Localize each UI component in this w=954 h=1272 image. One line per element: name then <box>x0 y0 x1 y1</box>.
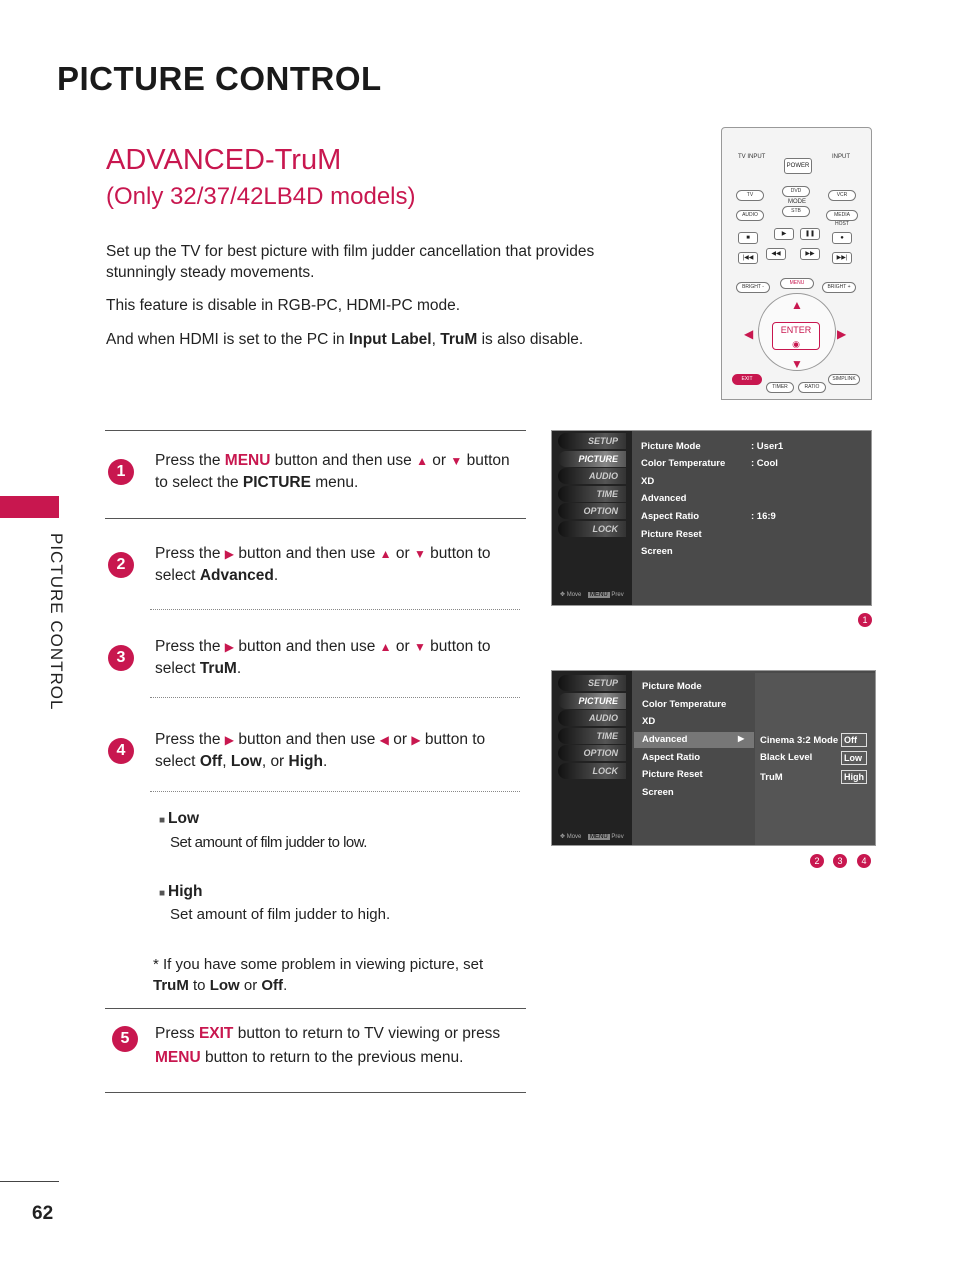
skip-forward-button[interactable]: ▶▶| <box>832 252 852 264</box>
text: button to return to the previous menu. <box>200 1049 464 1066</box>
low-term: Low <box>230 753 262 770</box>
osd2-value-box-cinema-mode: Off <box>841 733 867 747</box>
up-arrow-icon: ▲ <box>379 640 392 654</box>
text: button and then use <box>270 452 417 469</box>
ratio-button[interactable]: RATIO <box>798 382 826 393</box>
text: menu. <box>310 474 359 491</box>
step-number-4: 4 <box>108 738 134 764</box>
text: button and then use <box>234 731 380 748</box>
right-arrow-icon: ▶ <box>224 547 235 561</box>
osd1-value-picture-mode: : User1 <box>751 441 784 452</box>
bullet-square-icon: ■ <box>159 815 166 826</box>
osd-menu-key: MENU <box>590 592 608 598</box>
remote-control <box>721 127 872 400</box>
osd-category-setup: SETUP <box>558 675 626 691</box>
text: . <box>273 567 279 584</box>
text: or <box>391 545 414 562</box>
down-arrow-icon: ▼ <box>413 640 426 654</box>
tv-menu-screen-1 <box>551 430 872 606</box>
step-badge-2: 2 <box>810 854 824 868</box>
option-high-label: High <box>168 883 203 900</box>
menu-key-term: MENU <box>224 452 271 469</box>
rewind-button[interactable]: ◀◀ <box>766 248 786 260</box>
play-button[interactable]: ▶ <box>774 228 794 240</box>
dotted-divider <box>150 697 520 698</box>
osd2-value-box-black-level: Low <box>841 751 867 765</box>
move-icon: ✥ <box>560 834 566 840</box>
osd-category-picture: PICTURE <box>558 451 626 467</box>
osd-category-audio: AUDIO <box>558 468 626 484</box>
step-badge-4: 4 <box>857 854 871 868</box>
tv-mode-button[interactable]: TV <box>736 190 764 201</box>
option-low-label: Low <box>168 810 200 827</box>
audio-mode-button[interactable]: AUDIO <box>736 210 764 221</box>
right-arrow-icon: ▶ <box>411 733 421 747</box>
osd-prev-label: Prev <box>611 834 624 840</box>
osd-move-label: Move <box>566 592 582 598</box>
osd2-item-picture-mode: Picture Mode <box>642 681 702 692</box>
off-term: Off <box>199 753 223 770</box>
tv-menu-screen-2 <box>551 670 876 846</box>
bullet-square-icon: ■ <box>159 888 166 899</box>
osd-footer <box>560 833 624 840</box>
text: , or <box>261 753 289 770</box>
step-number-2: 2 <box>108 552 134 578</box>
osd-category-picture: PICTURE <box>558 693 626 709</box>
vcr-mode-button[interactable]: VCR <box>828 190 856 201</box>
tv-input-label: TV INPUT <box>738 154 766 160</box>
text: button to return to TV viewing or press <box>233 1025 501 1042</box>
text: button and then use <box>234 638 380 655</box>
trum-term: TruM <box>199 660 237 677</box>
osd1-item-picture-mode: Picture Mode <box>641 441 701 452</box>
osd-category-lock: LOCK <box>558 763 626 779</box>
step-badge-3: 3 <box>833 854 847 868</box>
right-arrow-icon: ▶ <box>224 640 235 654</box>
timer-button[interactable]: TIMER <box>766 382 794 393</box>
osd1-item-screen: Screen <box>641 546 673 557</box>
divider-line <box>105 518 526 519</box>
osd2-sub-cinema-mode: Cinema 3:2 Mode <box>760 735 839 746</box>
skip-back-button[interactable]: |◀◀ <box>738 252 758 264</box>
osd2-selected-arrow-icon: ▶ <box>738 734 745 743</box>
off-term: Off <box>261 977 284 994</box>
step-badge-1: 1 <box>858 613 872 627</box>
osd2-sub-trum: TruM <box>760 772 783 783</box>
low-term: Low <box>209 977 240 994</box>
divider-line <box>105 1008 526 1009</box>
advanced-term: Advanced <box>199 567 274 584</box>
up-arrow-icon: ▲ <box>416 454 428 468</box>
step-2-text <box>155 543 520 586</box>
option-low-heading <box>159 810 199 828</box>
fast-forward-button[interactable]: ▶▶ <box>800 248 820 260</box>
page-number-rule <box>0 1181 59 1182</box>
osd2-sub-black-level: Black Level <box>760 752 813 763</box>
text: Press the <box>155 731 225 748</box>
left-arrow-icon[interactable]: ◀ <box>744 327 754 341</box>
record-button[interactable]: ● <box>832 232 852 244</box>
text: or <box>391 638 414 655</box>
side-tab-marker <box>0 496 59 518</box>
text: button to select the <box>155 452 510 491</box>
text: or <box>239 977 262 994</box>
stop-button[interactable]: ■ <box>738 232 758 244</box>
osd1-item-color-temperature: Color Temperature <box>641 458 726 469</box>
bright-minus-button[interactable]: BRIGHT - <box>736 282 770 293</box>
trum-term: TruM <box>153 977 189 994</box>
text: . <box>283 977 288 994</box>
down-arrow-icon: ▼ <box>413 547 426 561</box>
osd2-item-picture-reset: Picture Reset <box>642 769 703 780</box>
input-label: INPUT <box>832 154 850 160</box>
bright-plus-button[interactable]: BRIGHT + <box>822 282 856 293</box>
text: button to select <box>155 638 491 677</box>
option-high-heading <box>159 883 202 901</box>
divider-line <box>105 1092 526 1093</box>
osd1-item-picture-reset: Picture Reset <box>641 529 702 540</box>
text: , <box>222 753 231 770</box>
intro-paragraph-2: This feature is disable in RGB-PC, HDMI-PC mode. <box>106 297 461 314</box>
osd2-item-advanced: Advanced <box>642 734 688 745</box>
page-header-title: PICTURE CONTROL <box>57 60 382 97</box>
footnote <box>153 954 523 996</box>
option-high-description: Set amount of film judder to high. <box>170 906 391 923</box>
osd-move-label: Move <box>566 834 582 840</box>
pause-button[interactable]: ❚❚ <box>800 228 820 240</box>
stb-mode-button[interactable]: STB <box>782 206 810 217</box>
osd1-item-aspect-ratio: Aspect Ratio <box>641 511 700 522</box>
mode-label: MODE <box>788 199 806 205</box>
text: . <box>236 660 242 677</box>
osd2-value-box-trum: High <box>841 770 867 784</box>
intro-paragraph-3 <box>106 329 596 350</box>
right-arrow-icon[interactable]: ▶ <box>837 327 847 341</box>
text: or <box>388 731 412 748</box>
text: . <box>322 753 328 770</box>
media-host-button[interactable]: MEDIA HOST <box>826 210 858 221</box>
section-title: ADVANCED-TruM <box>106 144 342 176</box>
picture-term: PICTURE <box>242 474 311 491</box>
divider-line <box>105 430 526 431</box>
sidebar-section-label: PICTURE CONTROL <box>47 533 66 711</box>
exit-button[interactable]: EXIT <box>732 374 762 385</box>
osd1-item-advanced: Advanced <box>641 493 687 504</box>
step-number-5: 5 <box>112 1026 138 1052</box>
dotted-divider <box>150 791 520 792</box>
section-subtitle: (Only 32/37/42LB4D models) <box>106 183 416 210</box>
text: Press the <box>155 452 225 469</box>
osd-category-column <box>552 431 632 605</box>
down-arrow-icon: ▼ <box>450 454 463 468</box>
text: * If you have some problem in viewing picture, set <box>153 956 484 973</box>
osd2-item-color-temperature: Color Temperature <box>642 699 727 710</box>
osd-category-option: OPTION <box>558 745 626 761</box>
step-5-text <box>155 1022 520 1070</box>
step-4-text <box>155 729 520 772</box>
text: button and then use <box>234 545 380 562</box>
enter-dot-icon: ◉ <box>792 339 800 349</box>
osd-menu-key: MENU <box>590 834 608 840</box>
text: And when HDMI is set to the PC in <box>106 331 349 348</box>
simplink-button[interactable]: SIMPLINK <box>828 374 860 385</box>
step-1-text <box>155 450 520 493</box>
step-number-1: 1 <box>108 459 134 485</box>
text: button to select <box>155 731 486 770</box>
option-low-description: Set amount of film judder to low. <box>170 834 367 851</box>
osd-prev-label: Prev <box>611 592 624 598</box>
osd-category-audio: AUDIO <box>558 710 626 726</box>
osd1-item-xd: XD <box>641 476 655 487</box>
step-3-text <box>155 636 520 679</box>
enter-button[interactable] <box>772 322 820 350</box>
input-label-term: Input Label <box>348 331 432 348</box>
move-icon: ✥ <box>560 592 566 598</box>
text: is also disable. <box>477 331 584 348</box>
osd2-item-xd: XD <box>642 716 656 727</box>
text: button to select <box>155 545 491 584</box>
left-arrow-icon: ◀ <box>379 733 389 747</box>
text: Press <box>155 1025 199 1042</box>
osd-category-time: TIME <box>558 728 626 744</box>
high-term: High <box>288 753 323 770</box>
dvd-mode-button[interactable]: DVD <box>782 186 810 197</box>
menu-button[interactable]: MENU <box>780 278 814 289</box>
step-number-3: 3 <box>108 645 134 671</box>
osd2-item-screen: Screen <box>642 787 674 798</box>
text: or <box>427 452 451 469</box>
text: Press the <box>155 638 225 655</box>
osd1-value-color-temperature: : Cool <box>751 458 778 469</box>
dotted-divider <box>150 609 520 610</box>
intro-paragraph-1: Set up the TV for best picture with film judder cancellation that provides stunningly steady movements. <box>106 243 595 281</box>
right-arrow-icon: ▶ <box>224 733 235 747</box>
osd-category-column <box>552 671 632 845</box>
up-arrow-icon: ▲ <box>379 547 392 561</box>
power-button[interactable]: POWER <box>784 158 812 174</box>
exit-key-term: EXIT <box>198 1025 234 1042</box>
osd-category-lock: LOCK <box>558 521 626 537</box>
menu-key-term: MENU <box>155 1049 201 1066</box>
osd-category-option: OPTION <box>558 503 626 519</box>
down-arrow-icon[interactable]: ▼ <box>791 357 803 371</box>
text: to <box>188 977 210 994</box>
page-number: 62 <box>32 1203 54 1224</box>
osd-footer <box>560 591 624 598</box>
enter-label: ENTER <box>780 325 812 335</box>
text: , <box>431 331 441 348</box>
text: Press the <box>155 545 225 562</box>
osd2-item-aspect-ratio: Aspect Ratio <box>642 752 701 763</box>
osd-category-time: TIME <box>558 486 626 502</box>
up-arrow-icon[interactable]: ▲ <box>791 298 803 312</box>
osd-category-setup: SETUP <box>558 433 626 449</box>
trum-term: TruM <box>440 331 478 348</box>
osd1-value-aspect-ratio: : 16:9 <box>751 511 776 522</box>
